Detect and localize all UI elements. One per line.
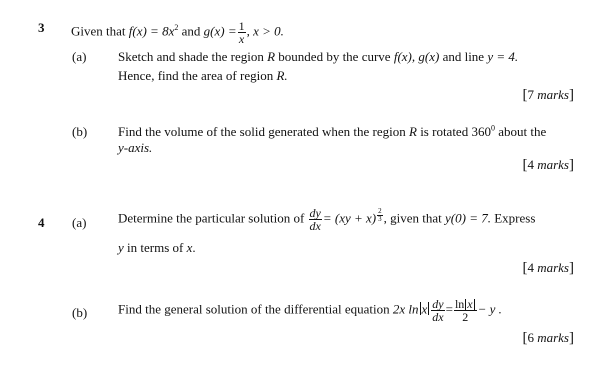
q4a-initial-condition: y(0) = 7. bbox=[445, 210, 491, 226]
q4a-derivative bbox=[309, 207, 322, 232]
q3-g-lhs: g(x) = bbox=[203, 23, 237, 39]
q4a-y: y bbox=[118, 240, 124, 255]
q3b-axis: y-axis. bbox=[118, 140, 153, 155]
q3a-text-2: bounded by the curve bbox=[278, 49, 391, 64]
q3-f-definition: f(x) = 8x bbox=[128, 23, 175, 39]
q3-f-exponent: 2 bbox=[174, 23, 179, 33]
q3-g-denominator: x bbox=[238, 32, 245, 46]
q3a-text-4: Hence, find the area of region bbox=[118, 68, 274, 83]
q3-g-fraction bbox=[238, 20, 246, 45]
q4a-exp-den: 3 bbox=[378, 214, 382, 223]
q4a-rhs: = (xy + x) bbox=[322, 210, 377, 226]
q3a-text-3: and line bbox=[442, 49, 485, 64]
q4a-text-3: Express bbox=[494, 210, 536, 226]
q4a-line2 bbox=[118, 240, 196, 255]
q3a-marks-word: marks bbox=[537, 87, 569, 102]
q3a-gx: g(x) bbox=[418, 49, 440, 64]
q3a-marks: [7 marks] bbox=[522, 87, 574, 103]
q4b-dy: dy bbox=[432, 297, 444, 311]
q3b-text-1: Find the volume of the solid generated when the region bbox=[118, 124, 406, 139]
q4b-dx: dx bbox=[432, 310, 444, 324]
q3b-region: R bbox=[408, 124, 417, 139]
q4a-marks-number: 4 bbox=[527, 260, 534, 275]
q4b-line1 bbox=[118, 298, 502, 323]
q4a-period: . bbox=[192, 240, 196, 255]
q3b-text-3: about the bbox=[498, 124, 547, 139]
q4b-marks-number: 6 bbox=[527, 330, 534, 345]
q3a-line-equation: y = 4. bbox=[487, 49, 519, 64]
q4a-label: (a) bbox=[72, 215, 87, 230]
q3-and: and bbox=[181, 23, 201, 39]
question-number-3: 3 bbox=[38, 20, 45, 35]
q3b-degree: 0 bbox=[490, 123, 495, 133]
q3b-marks: [4 marks] bbox=[522, 157, 574, 173]
q3b-text-2: is rotated bbox=[420, 124, 469, 139]
q4b-lhs-x: x bbox=[421, 301, 428, 317]
q4b-rhs-den: 2 bbox=[462, 310, 469, 324]
q3a-marks-number: 7 bbox=[527, 87, 534, 102]
q3a-line1 bbox=[118, 49, 518, 64]
q4a-marks: [4 marks] bbox=[522, 260, 574, 276]
q4b-rhs-fraction bbox=[454, 298, 477, 323]
q3-given: Given that bbox=[71, 23, 126, 39]
q3a-region-2: R. bbox=[276, 68, 288, 83]
q3-g-numerator: 1 bbox=[238, 19, 245, 33]
q4a-text-4: in terms of bbox=[127, 240, 184, 255]
question-number-4: 4 bbox=[38, 215, 45, 230]
q4a-text-1: Determine the particular solution of bbox=[118, 210, 305, 226]
q3-stem bbox=[71, 20, 284, 45]
q3b-line2 bbox=[118, 140, 152, 155]
q4b-text-1: Find the general solution of the differential equation bbox=[118, 301, 390, 317]
q4b-rhs-ln: ln bbox=[454, 297, 465, 311]
q3a-label: (a) bbox=[72, 49, 87, 64]
q4a-dx: dx bbox=[309, 219, 321, 233]
q3b-marks-word: marks bbox=[537, 157, 569, 172]
q4b-marks-word: marks bbox=[537, 330, 569, 345]
q4b-equals: = bbox=[445, 301, 453, 317]
q3b-angle: 360 bbox=[471, 124, 491, 139]
q3b-marks-number: 4 bbox=[527, 157, 534, 172]
q3-condition: , x > 0. bbox=[246, 23, 284, 39]
q4b-label: (b) bbox=[72, 305, 88, 320]
q4b-lhs: 2x ln bbox=[392, 301, 419, 317]
q4a-dy: dy bbox=[309, 206, 321, 220]
q4a-text-2: , given that bbox=[383, 210, 442, 226]
q4a-x: x bbox=[186, 240, 193, 255]
q4a-exp-num: 2 bbox=[378, 206, 382, 215]
q4a-marks-word: marks bbox=[537, 260, 569, 275]
q3a-line2 bbox=[118, 68, 288, 83]
q3a-text-1: Sketch and shade the region bbox=[118, 49, 264, 64]
q4a-exponent bbox=[377, 208, 383, 223]
q3b-line1 bbox=[118, 124, 546, 139]
q4b-marks: [6 marks] bbox=[522, 330, 574, 346]
q3a-fx: f(x), bbox=[393, 49, 416, 64]
q4a-line1 bbox=[118, 207, 535, 232]
q3a-region: R bbox=[267, 49, 276, 64]
q4b-rhs-x: x bbox=[467, 297, 473, 311]
q4b-tail: − y . bbox=[477, 301, 502, 317]
q4b-derivative bbox=[431, 298, 444, 323]
q3b-label: (b) bbox=[72, 124, 88, 139]
